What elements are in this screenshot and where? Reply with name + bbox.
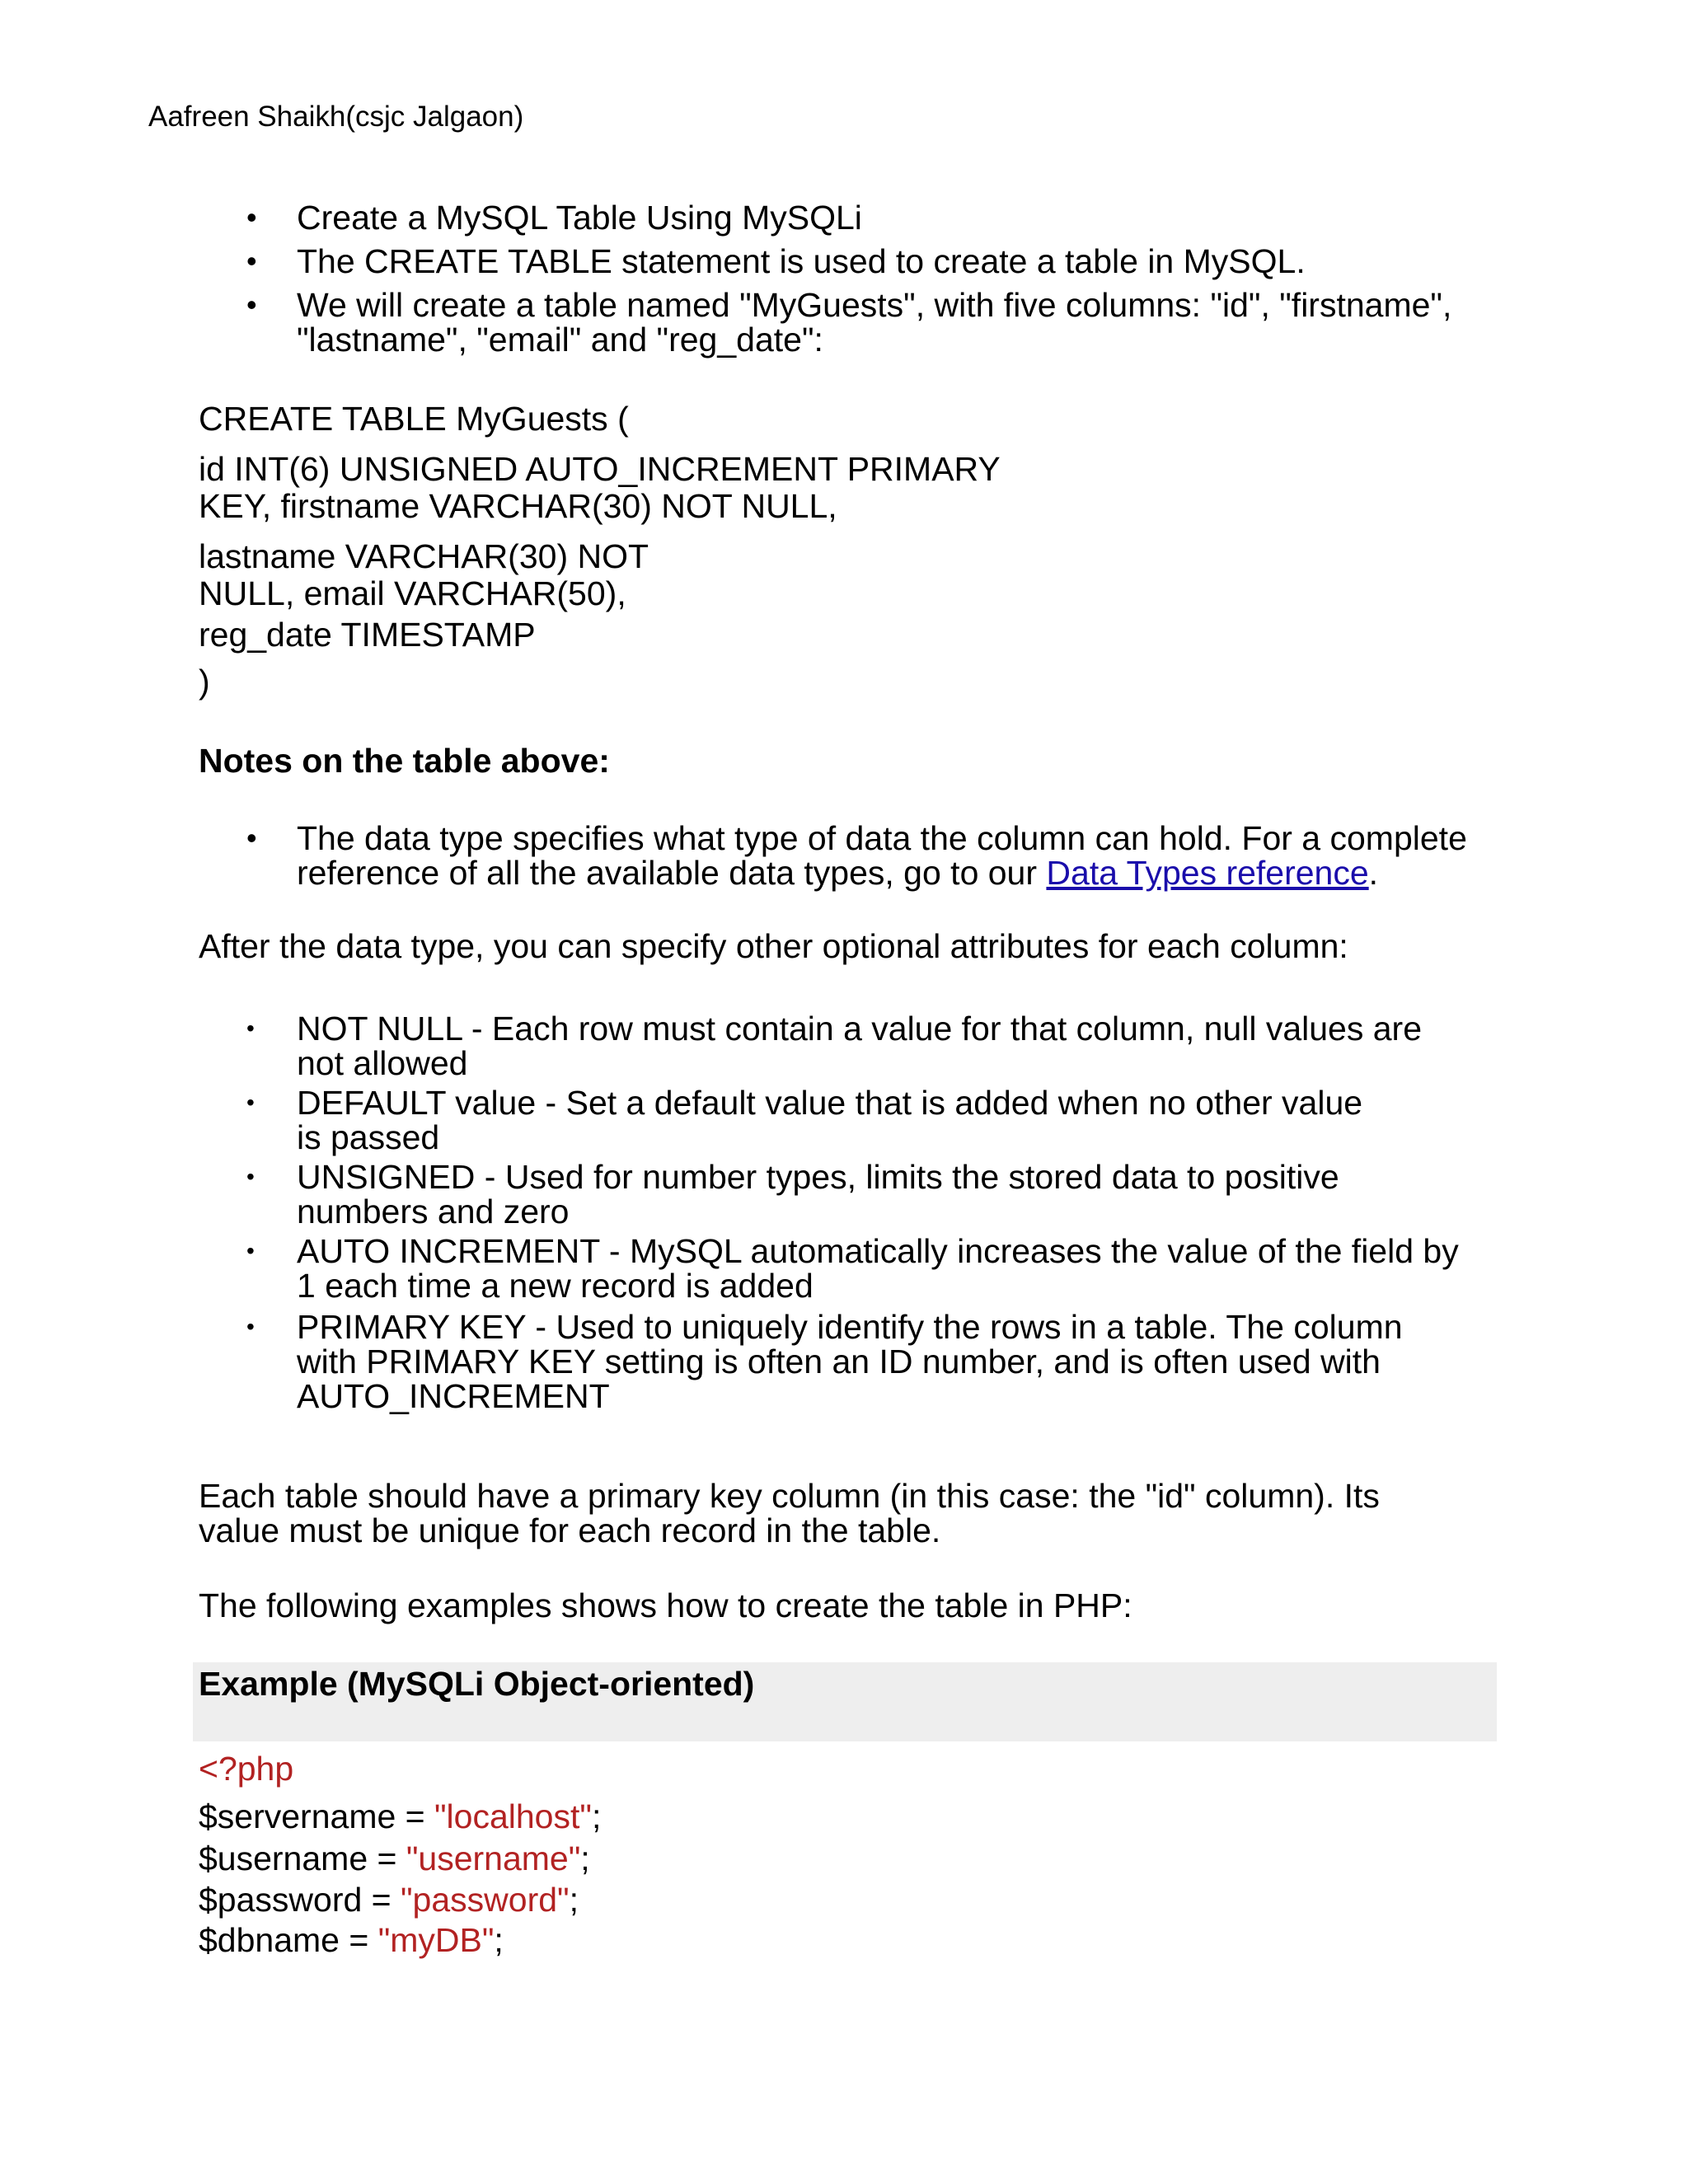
code-semicolon: ; xyxy=(569,1881,579,1919)
sql-line xyxy=(199,539,649,611)
bullet-text: Create a MySQL Table Using MySQLi xyxy=(297,199,862,237)
code-string: "myDB" xyxy=(377,1921,495,1959)
bullet-icon: • xyxy=(246,200,257,234)
bullet-text: We will create a table named "MyGuests", with five columns: "id", "firstname", xyxy=(297,286,1452,324)
bullet-icon: • xyxy=(246,1015,255,1041)
bullet-text-continued: not allowed xyxy=(297,1044,468,1082)
sql-line: reg_date TIMESTAMP xyxy=(199,616,536,654)
bullet-icon: • xyxy=(246,1164,255,1189)
sql-line xyxy=(199,452,1001,523)
code-string: "localhost" xyxy=(434,1797,592,1835)
sql-line-text: id INT(6) UNSIGNED AUTO_INCREMENT PRIMARY xyxy=(199,450,1001,488)
bullet-text-continued: 1 each time a new record is added xyxy=(297,1267,814,1305)
code-line xyxy=(199,1839,590,1878)
code-string: "password" xyxy=(401,1881,570,1919)
code-var-name: $password = xyxy=(199,1881,401,1919)
bullet-icon: • xyxy=(246,1314,255,1339)
sql-line: CREATE TABLE MyGuests ( xyxy=(199,400,629,438)
bullet-icon: • xyxy=(246,821,257,855)
bullet-text: AUTO INCREMENT - MySQL automatically increases the value of the field by xyxy=(297,1232,1459,1270)
bullet-text-continued: with PRIMARY KEY setting is often an ID number, and is often used with xyxy=(297,1343,1381,1380)
bullet-text: NOT NULL - Each row must contain a value for that column, null values are xyxy=(297,1010,1423,1047)
list-item xyxy=(199,1011,1517,1080)
code-var-name: $username = xyxy=(199,1840,406,1877)
code-line xyxy=(199,1797,601,1836)
page-header-author: Aafreen Shaikh(csjc Jalgaon) xyxy=(148,101,524,133)
sql-line-text: KEY, firstname VARCHAR(30) NOT NULL, xyxy=(199,487,837,525)
list-item xyxy=(199,1310,1517,1413)
code-semicolon: ; xyxy=(494,1921,504,1959)
bullet-icon: • xyxy=(246,244,257,278)
bullet-text: UNSIGNED - Used for number types, limits the stored data to positive xyxy=(297,1158,1339,1196)
bullet-text: The CREATE TABLE statement is used to create a table in MySQL. xyxy=(297,242,1306,280)
bullet-text-continued: "lastname", "email" and "reg_date": xyxy=(297,321,823,359)
paragraph-following-examples: The following examples shows how to create the table in PHP: xyxy=(199,1586,1132,1624)
code-line xyxy=(199,1920,504,1960)
bullet-icon: • xyxy=(246,1238,255,1263)
code-var-name: $dbname = xyxy=(199,1921,378,1959)
list-item xyxy=(199,200,1517,235)
bullet-icon: • xyxy=(246,1090,255,1115)
code-semicolon: ; xyxy=(591,1797,602,1835)
list-item xyxy=(199,288,1517,357)
code-line xyxy=(199,1880,579,1919)
list-item xyxy=(199,1234,1517,1303)
bullet-text-continued: is passed xyxy=(297,1118,440,1156)
bullet-text-suffix: . xyxy=(1368,854,1379,892)
code-var-name: $servername = xyxy=(199,1797,434,1835)
bullet-text-continued: AUTO_INCREMENT xyxy=(297,1377,610,1415)
code-semicolon: ; xyxy=(580,1840,590,1877)
list-item xyxy=(199,244,1517,279)
paragraph-line: Each table should have a primary key column (in this case: the "id" column). Its xyxy=(199,1477,1380,1515)
bullet-text-continued xyxy=(297,855,1517,890)
list-item xyxy=(199,1085,1517,1155)
bullet-text: The data type specifies what type of data the column can hold. For a complete xyxy=(297,819,1467,857)
paragraph-after-data-type: After the data type, you can specify other optional attributes for each column: xyxy=(199,927,1348,965)
bullet-text-prefix: reference of all the available data types, go to our xyxy=(297,854,1047,892)
intro-bullet-list xyxy=(199,200,1517,357)
notes-bullet-list xyxy=(199,821,1517,890)
sql-line-text: lastname VARCHAR(30) NOT xyxy=(199,537,649,575)
sql-line: ) xyxy=(199,663,210,701)
bullet-text-continued: numbers and zero xyxy=(297,1193,570,1230)
bullet-text: DEFAULT value - Set a default value that is added when no other value xyxy=(297,1084,1363,1122)
code-php-open-tag: <?php xyxy=(199,1750,294,1788)
paragraph-line: value must be unique for each record in the table. xyxy=(199,1511,941,1549)
sql-line-text: NULL, email VARCHAR(50), xyxy=(199,574,626,612)
paragraph-primary-key xyxy=(199,1479,1380,1548)
notes-heading: Notes on the table above: xyxy=(199,742,610,780)
attributes-bullet-list xyxy=(199,1011,1517,1413)
code-string: "username" xyxy=(406,1840,581,1877)
list-item xyxy=(199,1160,1517,1229)
list-item xyxy=(199,821,1517,890)
bullet-icon: • xyxy=(246,288,257,321)
data-types-reference-link[interactable]: Data Types reference xyxy=(1046,854,1369,892)
bullet-text: PRIMARY KEY - Used to uniquely identify the rows in a table. The column xyxy=(297,1308,1403,1346)
example-title: Example (MySQLi Object-oriented) xyxy=(199,1665,755,1703)
